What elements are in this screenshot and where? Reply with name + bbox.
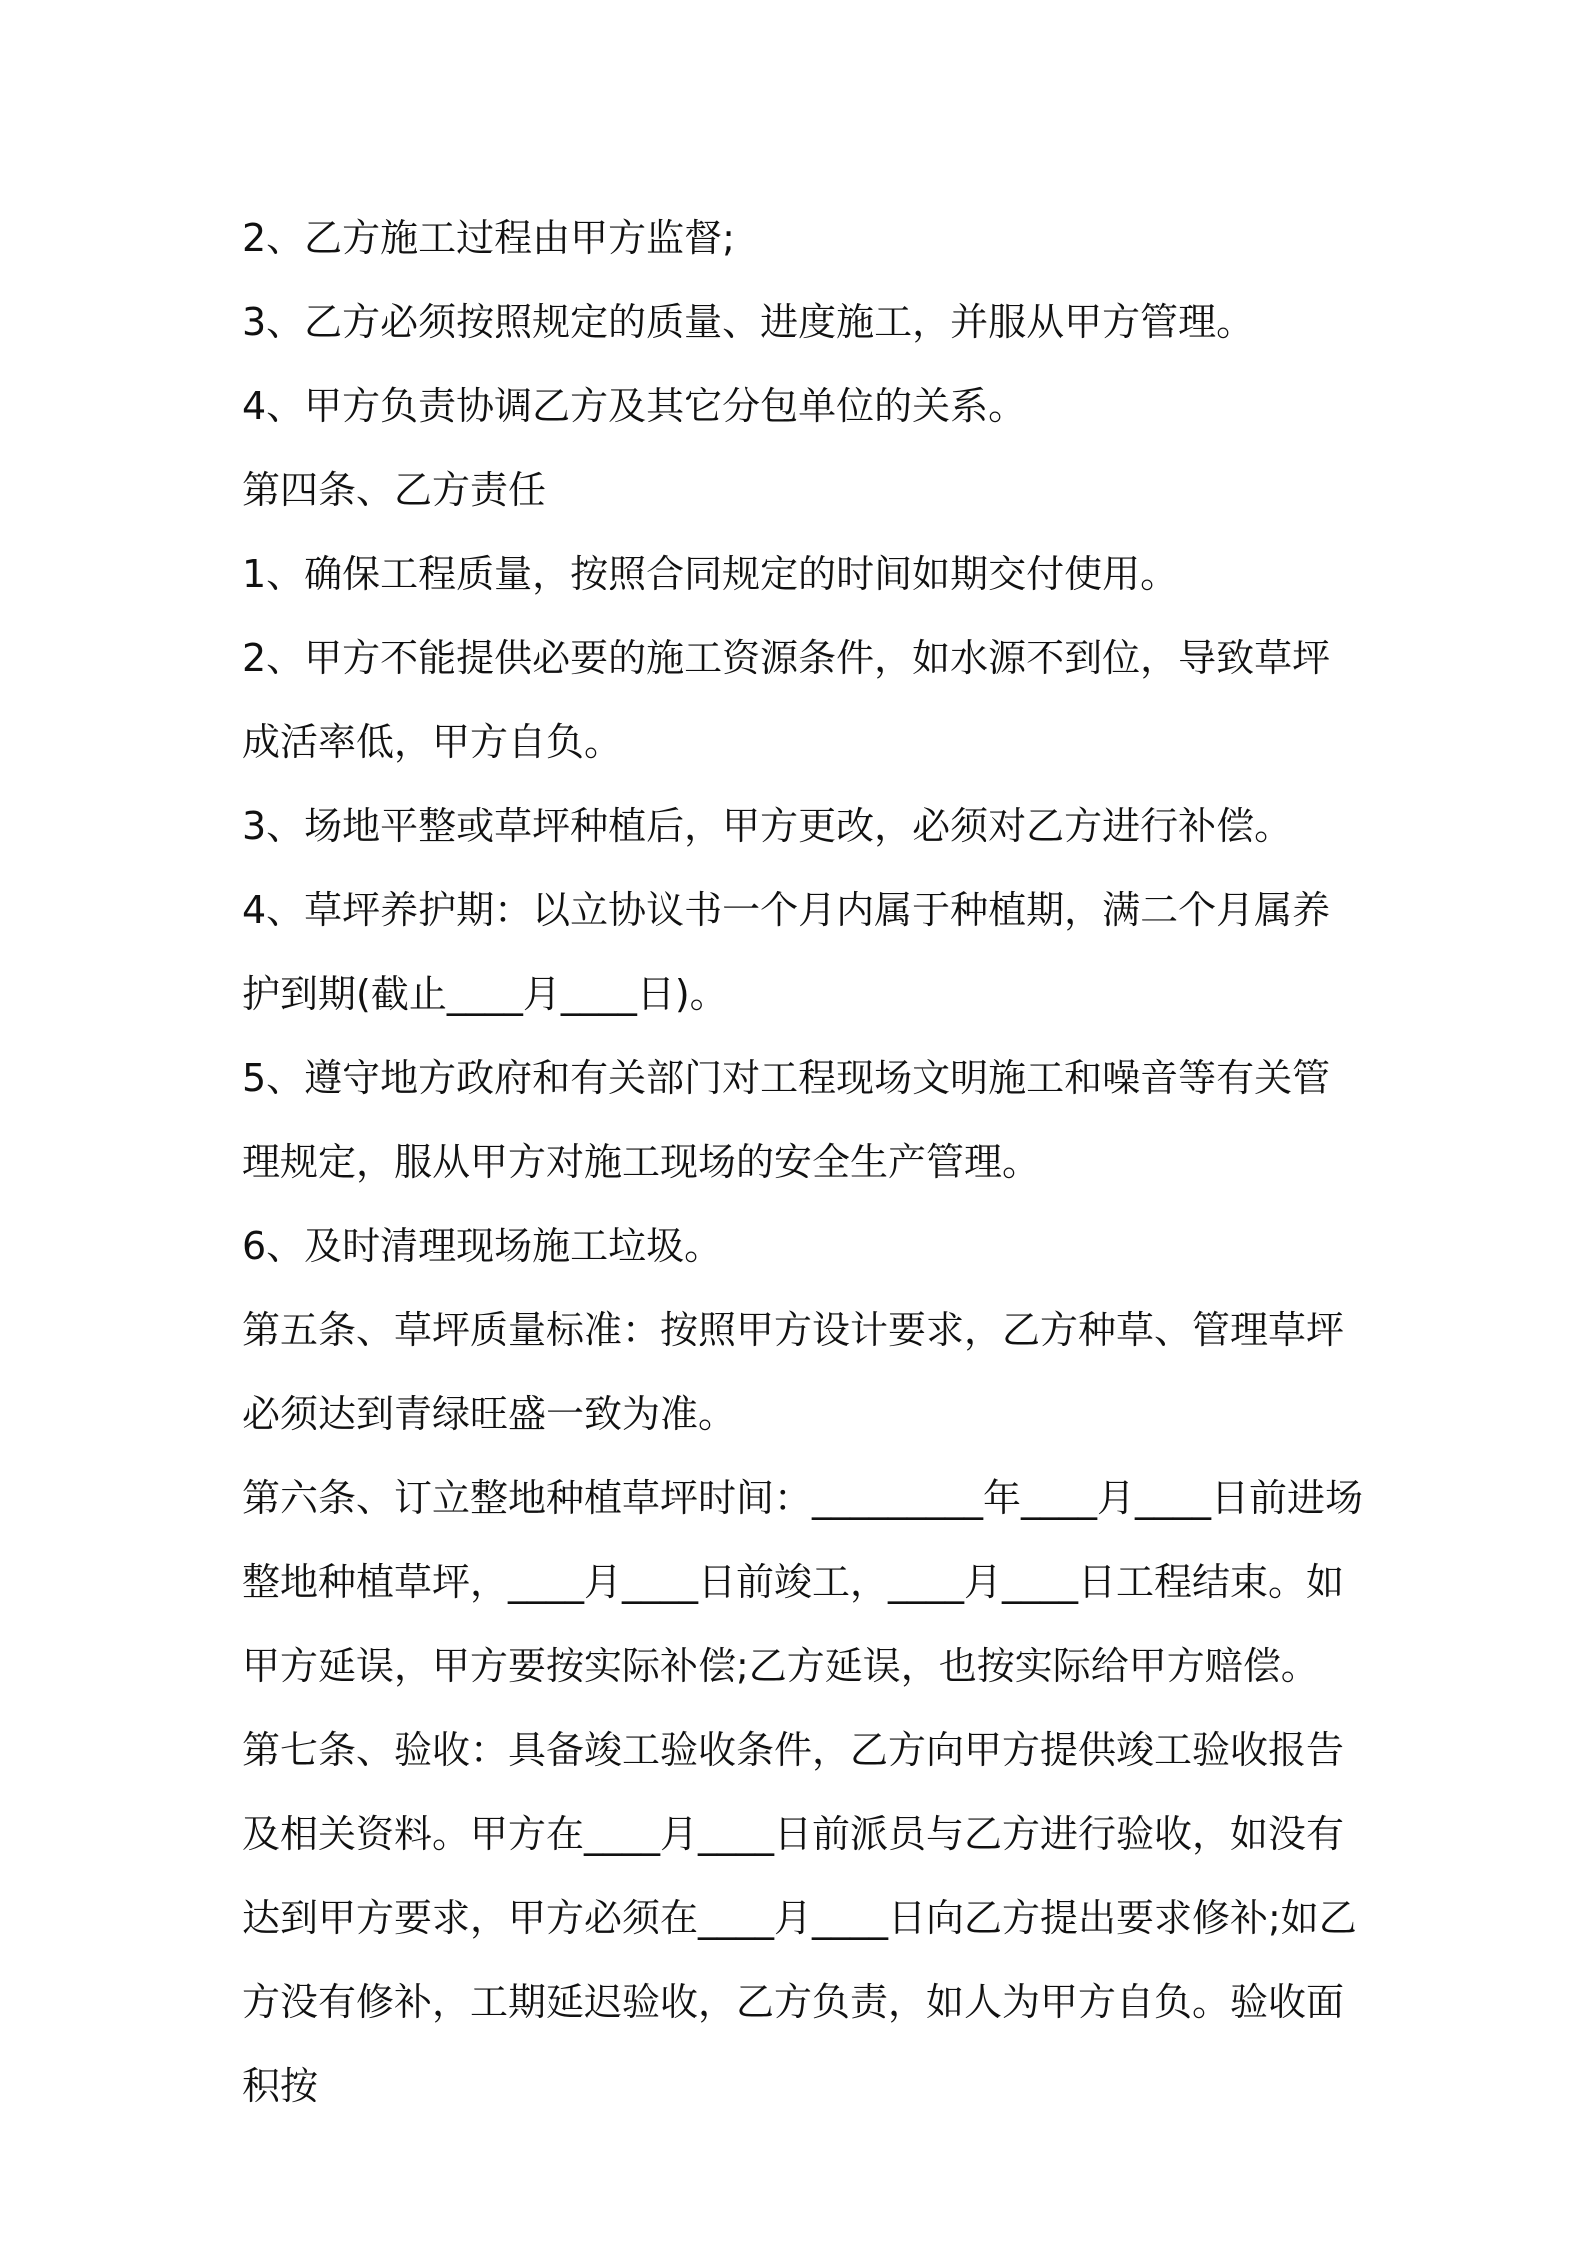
clause-paragraph: 4、草坪养护期：以立协议书一个月内属于种植期，满二个月属养护到期(截止____月____日)。 — [242, 888, 1331, 1016]
clause-paragraph: 6、及时清理现场施工垃圾。 — [242, 1224, 723, 1268]
section-heading: 第四条、乙方责任 — [242, 468, 547, 512]
article-paragraph: 第六条、订立整地种植草坪时间：_________年____月____日前进场整地种植草坪，____月____日前竣工，____月____日工程结束。如甲方延误，甲方要按实际补偿;乙方延误，也按实际给甲方赔偿。 — [242, 1476, 1364, 1688]
clause-paragraph: 2、乙方施工过程由甲方监督; — [242, 216, 735, 260]
clause-paragraph: 4、甲方负责协调乙方及其它分包单位的关系。 — [242, 384, 1027, 428]
clause-paragraph: 3、场地平整或草坪种植后，甲方更改，必须对乙方进行补偿。 — [242, 804, 1293, 848]
clause-paragraph: 5、遵守地方政府和有关部门对工程现场文明施工和噪音等有关管理规定，服从甲方对施工现场的安全生产管理。 — [242, 1056, 1331, 1184]
clause-paragraph: 1、确保工程质量，按照合同规定的时间如期交付使用。 — [242, 552, 1179, 596]
article-paragraph: 第七条、验收：具备竣工验收条件，乙方向甲方提供竣工验收报告及相关资料。甲方在____月____日前派员与乙方进行验收，如没有达到甲方要求，甲方必须在____月____日向乙方提出要求修补;如乙方没有修补，工期延迟验收，乙方负责，如人为甲方自负。验收面积按 — [242, 1728, 1357, 2108]
clause-paragraph: 2、甲方不能提供必要的施工资源条件，如水源不到位，导致草坪成活率低，甲方自负。 — [242, 636, 1331, 764]
document-body — [242, 196, 1366, 2128]
article-paragraph: 第五条、草坪质量标准：按照甲方设计要求，乙方种草、管理草坪必须达到青绿旺盛一致为准。 — [242, 1308, 1345, 1436]
clause-paragraph: 3、乙方必须按照规定的质量、进度施工，并服从甲方管理。 — [242, 300, 1255, 344]
